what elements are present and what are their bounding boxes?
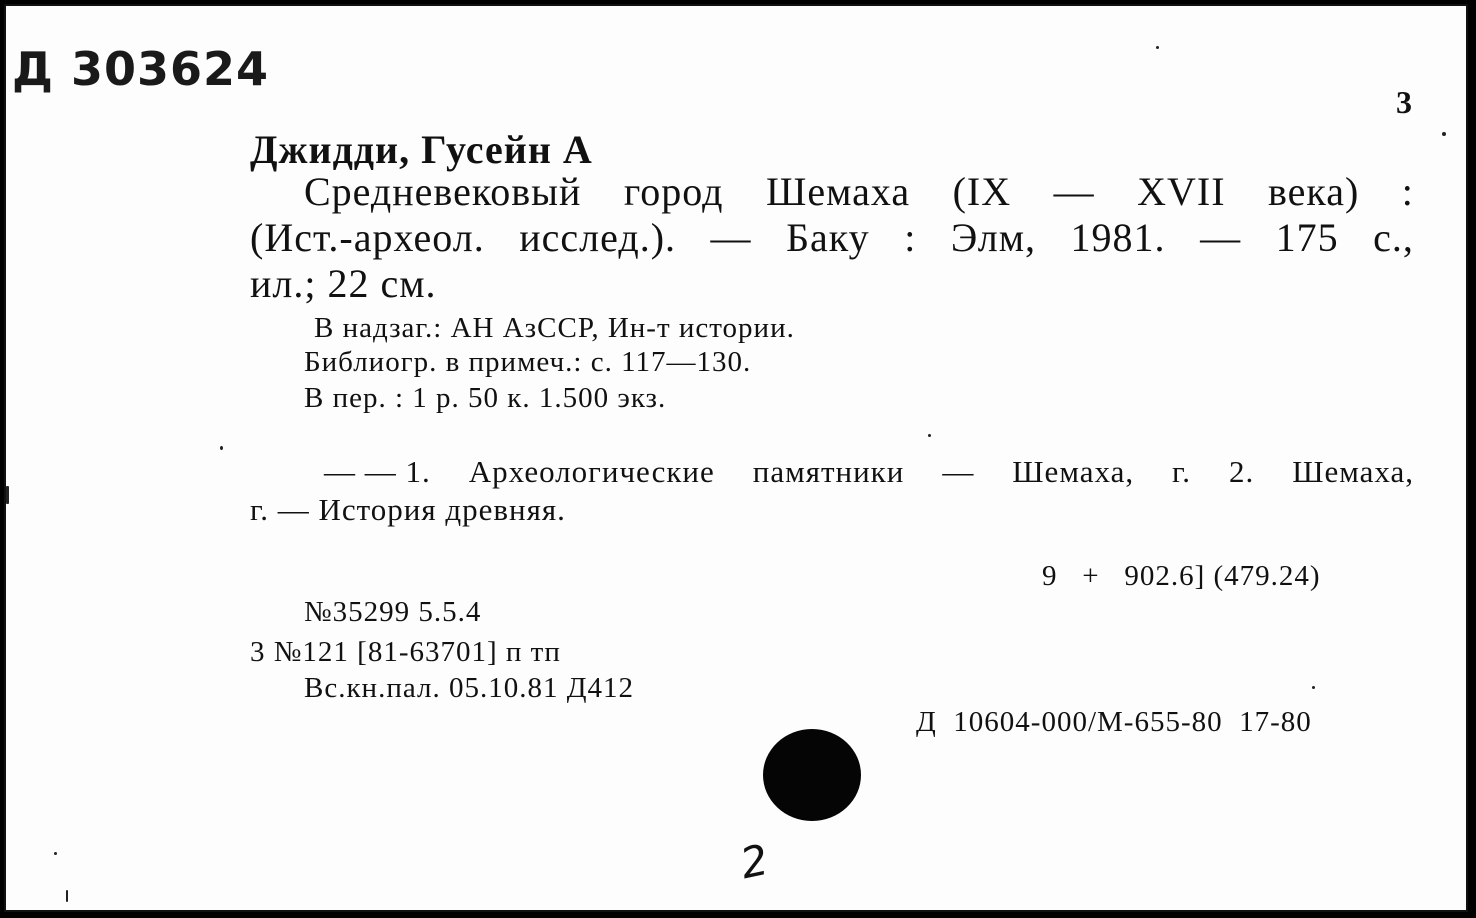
subject-word: Шемаха, — [1012, 454, 1135, 489]
speck — [54, 852, 57, 855]
title-word: Элм, — [950, 215, 1037, 260]
speck — [66, 890, 68, 902]
title-word: : — [1401, 169, 1414, 214]
title-line-1 — [304, 169, 1414, 214]
classification-index: 9 + 902.6] (479.24) — [1042, 560, 1321, 592]
author-heading: Джидди, Гусейн А — [250, 127, 593, 172]
price-code: Д 10604-000/М-655-80 17-80 — [916, 706, 1312, 738]
title-word: Средневековый — [304, 169, 582, 214]
inventory-number: Д 303624 — [12, 42, 270, 96]
title-word: город — [623, 169, 724, 214]
note-bibliography: Библиогр. в примеч.: с. 117—130. — [304, 346, 752, 378]
speck — [928, 434, 931, 437]
record-order: 3 №121 [81-63701] п тп — [250, 636, 561, 668]
title-word: : — [904, 215, 917, 260]
subjects-line-2: г. — История древняя. — [250, 492, 566, 527]
handwritten-mark: 2 — [736, 834, 773, 889]
title-word: Шемаха — [765, 169, 911, 214]
title-word: 175 — [1275, 215, 1339, 260]
catalog-card — [4, 4, 1468, 912]
title-word: (Ист.-археол. — [250, 215, 485, 260]
title-word: века) — [1268, 169, 1360, 214]
title-word: (IX — [952, 169, 1012, 214]
note-price: В пер. : 1 р. 50 к. 1.500 экз. — [304, 382, 667, 414]
subject-word: памятники — [752, 454, 905, 489]
title-line-2 — [250, 215, 1414, 260]
speck — [1312, 686, 1315, 689]
title-word: Баку — [786, 215, 870, 260]
title-word: — — [1200, 215, 1242, 260]
title-word: исслед.). — [519, 215, 677, 260]
title-word: 1981. — [1070, 215, 1166, 260]
record-number: №35299 5.5.4 — [304, 596, 482, 628]
speck — [1156, 46, 1159, 49]
punch-hole — [763, 729, 861, 821]
subject-word: 2. — [1228, 454, 1255, 489]
speck — [1442, 132, 1446, 136]
title-word: с., — [1373, 215, 1414, 260]
subject-word: — — 1. — [324, 454, 431, 489]
subject-word: — — [942, 454, 975, 489]
title-word: — — [710, 215, 752, 260]
title-line-3: ил.; 22 см. — [250, 261, 437, 306]
record-chamber: Вс.кн.пал. 05.10.81 Д412 — [304, 672, 634, 704]
corner-mark: 3 — [1396, 84, 1412, 120]
speck — [6, 486, 9, 504]
subject-word: Археологические — [468, 454, 715, 489]
subjects-line-1 — [324, 456, 1414, 487]
note-heading: В надзаг.: АН АзССР, Ин-т истории. — [314, 312, 795, 344]
title-word: XVII — [1137, 169, 1226, 214]
subject-word: г. — [1172, 454, 1192, 489]
subject-word: Шемаха, — [1292, 454, 1414, 489]
title-word: — — [1053, 169, 1095, 214]
speck — [220, 446, 223, 450]
